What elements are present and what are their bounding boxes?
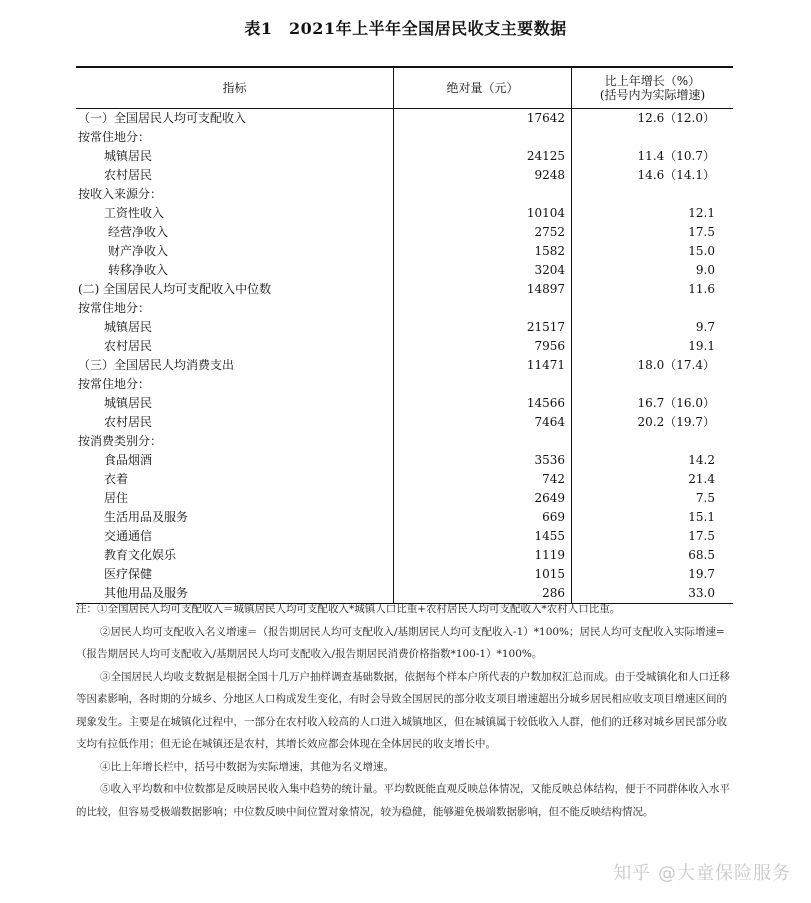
row-growth-rate xyxy=(572,375,734,394)
row-absolute-value: 10104 xyxy=(394,204,572,223)
row-growth-rate xyxy=(572,432,734,451)
row-growth-rate: 7.5 xyxy=(695,491,715,505)
row-absolute-value: 2752 xyxy=(394,223,572,242)
row-absolute-value: 1119 xyxy=(394,546,572,565)
row-growth-rate: 68.5 xyxy=(688,548,715,562)
table-row xyxy=(76,394,733,413)
row-growth-rate: 17.5 xyxy=(688,529,715,543)
header-growth xyxy=(572,67,734,109)
header-indicator: 指标 xyxy=(76,67,394,109)
row-absolute-value: 17642 xyxy=(394,109,572,129)
row-indicator: (二) 全国居民人均可支配收入中位数 xyxy=(76,280,394,299)
row-indicator: 按常住地分： xyxy=(76,299,394,318)
row-growth-rate: 20.2（19.7） xyxy=(637,415,715,429)
row-absolute-value: 1455 xyxy=(394,527,572,546)
row-absolute-value: 11471 xyxy=(394,356,572,375)
row-absolute-value: 2649 xyxy=(394,489,572,508)
table-row xyxy=(76,565,733,584)
row-absolute-value: 1015 xyxy=(394,565,572,584)
row-growth-rate: 12.6（12.0） xyxy=(637,111,715,125)
row-absolute-value: 14566 xyxy=(394,394,572,413)
note-paragraph: ③全国居民人均收支数据是根据全国十几万户抽样调查基础数据，依据每个样本户所代表的户数加权汇总而成。由于受城镇化和人口迁移等因素影响，各时期的分城乡、分地区人口构成发生变化，有时会导致全国居民的部分收支项目增速超出分城乡居民相应收支项目增速区间的现象发生。主要是在城镇化过程中，一部分在农村收入较高的人口进入城镇地区，但在城镇属于较低收入人群，他们的迁移对城乡居民部分收支均有拉低作用；但无论在城镇还是农村，其增长效应都会体现在全体居民的收支增长中。 xyxy=(76,670,730,750)
row-indicator: 其他用品及服务 xyxy=(76,584,394,604)
note-paragraph: ⑤收入平均数和中位数都是反映居民收入集中趋势的统计量。平均数既能直观反映总体情况，又能反映总体结构，便于不同群体收入水平的比较，但容易受极端数据影响；中位数反映中间位置对象情况，较为稳健，能够避免极端数据影响，但不能反映结构情况。 xyxy=(76,783,730,818)
row-indicator: 转移净收入 xyxy=(76,261,394,280)
row-indicator: 工资性收入 xyxy=(76,204,394,223)
row-indicator: （三）全国居民人均消费支出 xyxy=(76,356,394,375)
row-absolute-value xyxy=(394,128,572,147)
row-growth-rate: 9.0 xyxy=(695,263,715,277)
row-growth-rate: 14.2 xyxy=(688,453,715,467)
table-row xyxy=(76,223,733,242)
row-indicator: 城镇居民 xyxy=(76,394,394,413)
row-indicator: （一）全国居民人均可支配收入 xyxy=(76,109,394,129)
table-row xyxy=(76,242,733,261)
table-row xyxy=(76,299,733,318)
row-absolute-value: 1582 xyxy=(394,242,572,261)
income-expenditure-table xyxy=(76,66,733,604)
row-absolute-value: 286 xyxy=(394,584,572,604)
row-growth-rate: 16.7（16.0） xyxy=(637,396,715,410)
watermark: 知乎 @大童保险服务 xyxy=(613,863,791,884)
row-absolute-value: 14897 xyxy=(394,280,572,299)
row-growth-rate: 18.0（17.4） xyxy=(637,358,715,372)
table-body xyxy=(76,109,733,604)
row-absolute-value xyxy=(394,375,572,394)
row-indicator: 医疗保健 xyxy=(76,565,394,584)
row-absolute-value: 3536 xyxy=(394,451,572,470)
table-title: 表1 2021年上半年全国居民收支主要数据 xyxy=(244,19,567,38)
row-growth-rate: 11.4（10.7） xyxy=(637,149,715,163)
notes-section xyxy=(76,598,736,823)
row-growth-rate: 21.4 xyxy=(688,472,715,486)
row-absolute-value: 9248 xyxy=(394,166,572,185)
table-row xyxy=(76,147,733,166)
row-indicator: 财产净收入 xyxy=(76,242,394,261)
table-row xyxy=(76,546,733,565)
row-absolute-value: 7956 xyxy=(394,337,572,356)
row-growth-rate xyxy=(572,185,734,204)
row-absolute-value: 24125 xyxy=(394,147,572,166)
row-indicator: 交通通信 xyxy=(76,527,394,546)
row-absolute-value xyxy=(394,185,572,204)
row-absolute-value: 7464 xyxy=(394,413,572,432)
row-growth-rate: 12.1 xyxy=(688,206,715,220)
note-paragraph: ④比上年增长栏中，括号中数据为实际增速，其他为名义增速。 xyxy=(100,760,394,773)
table-row xyxy=(76,451,733,470)
row-growth-rate: 9.7 xyxy=(695,320,715,334)
row-indicator: 教育文化娱乐 xyxy=(76,546,394,565)
table-row xyxy=(76,204,733,223)
table-row xyxy=(76,185,733,204)
table-row xyxy=(76,109,733,129)
table-row xyxy=(76,489,733,508)
row-absolute-value: 669 xyxy=(394,508,572,527)
row-indicator: 按常住地分： xyxy=(76,375,394,394)
row-indicator: 农村居民 xyxy=(76,413,394,432)
row-indicator: 按收入来源分： xyxy=(76,185,394,204)
row-indicator: 食品烟酒 xyxy=(76,451,394,470)
row-indicator: 经营净收入 xyxy=(76,223,394,242)
row-indicator: 生活用品及服务 xyxy=(76,508,394,527)
header-absolute: 绝对量（元） xyxy=(394,67,572,109)
table-row xyxy=(76,128,733,147)
row-growth-rate: 17.5 xyxy=(688,225,715,239)
table-row xyxy=(76,337,733,356)
row-growth-rate: 11.6 xyxy=(688,282,715,296)
row-absolute-value: 742 xyxy=(394,470,572,489)
table-row xyxy=(76,508,733,527)
table-row xyxy=(76,318,733,337)
row-growth-rate: 14.6（14.1） xyxy=(637,168,715,182)
note-paragraph: ②居民人均可支配收入名义增速＝（报告期居民人均可支配收入/基期居民人均可支配收入-1）*100%；居民人均可支配收入实际增速=（报告期居民人均可支配收入/基期居民人均可支配收入/报告期居民消费价格指数*100-1）*100%。 xyxy=(76,625,725,660)
row-indicator: 农村居民 xyxy=(76,166,394,185)
row-absolute-value xyxy=(394,299,572,318)
header-growth-line1: 比上年增长（%） xyxy=(604,74,701,88)
table-row xyxy=(76,261,733,280)
row-indicator: 城镇居民 xyxy=(76,147,394,166)
row-indicator: 农村居民 xyxy=(76,337,394,356)
table-row xyxy=(76,280,733,299)
row-absolute-value xyxy=(394,432,572,451)
row-growth-rate: 15.0 xyxy=(688,244,715,258)
row-absolute-value: 3204 xyxy=(394,261,572,280)
row-absolute-value: 21517 xyxy=(394,318,572,337)
table-row xyxy=(76,527,733,546)
row-growth-rate xyxy=(572,128,734,147)
row-indicator: 按常住地分： xyxy=(76,128,394,147)
table-header-row xyxy=(76,67,733,109)
note-paragraph: 注：①全国居民人均可支配收入＝城镇居民人均可支配收入*城镇人口比重+农村居民人均可支配收入*农村人口比重。 xyxy=(76,603,621,615)
header-growth-line2: (括号内为实际增速) xyxy=(599,88,706,102)
row-growth-rate: 15.1 xyxy=(688,510,715,524)
table-row xyxy=(76,356,733,375)
table-row xyxy=(76,413,733,432)
table-row xyxy=(76,375,733,394)
table-row xyxy=(76,432,733,451)
row-indicator: 衣着 xyxy=(76,470,394,489)
row-indicator: 按消费类别分： xyxy=(76,432,394,451)
table-row xyxy=(76,166,733,185)
row-growth-rate: 19.1 xyxy=(688,339,715,353)
row-growth-rate: 33.0 xyxy=(572,584,734,604)
row-indicator: 居住 xyxy=(76,489,394,508)
row-growth-rate xyxy=(572,299,734,318)
row-growth-rate: 19.7 xyxy=(688,567,715,581)
table-row xyxy=(76,470,733,489)
row-indicator: 城镇居民 xyxy=(76,318,394,337)
